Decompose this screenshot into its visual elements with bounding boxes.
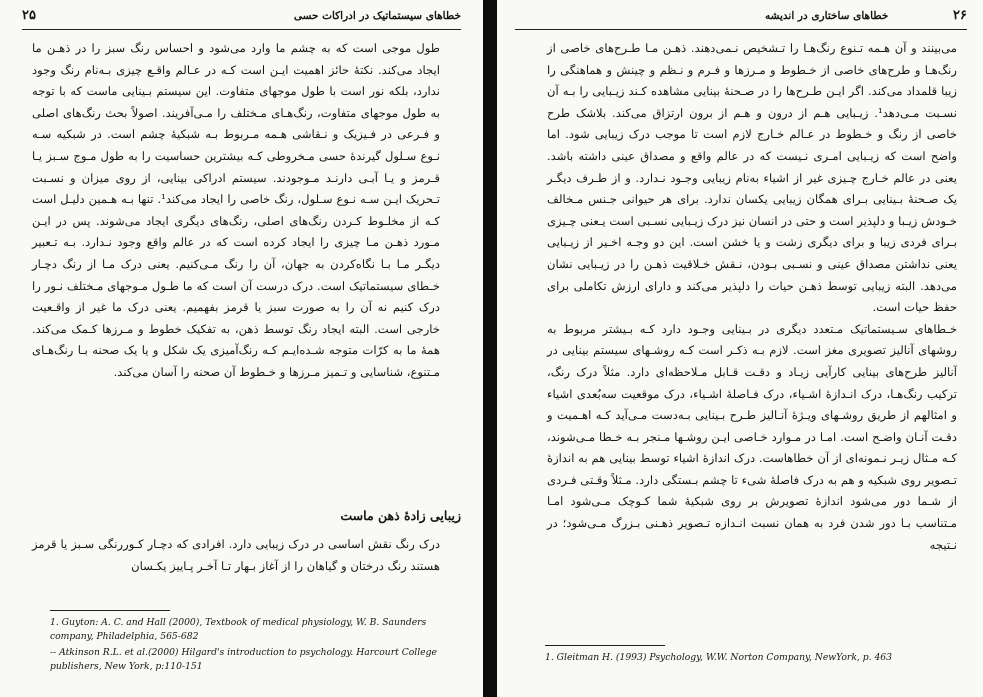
right-page: [497, 0, 983, 697]
book-gutter: [483, 0, 497, 697]
right-page-header: [515, 8, 967, 28]
left-page-section-body: [32, 534, 440, 577]
section-heading: زیبایی زادهٔ ذهن ماست: [340, 508, 461, 523]
left-page-number: ۲۵: [22, 8, 36, 23]
left-page-header: [22, 8, 461, 28]
left-paragraph-1: طول موجی است که به چشم ما وارد می‌شود و احساس رنگ سبز را در ذهـن ما ایجاد می‌کند. نکتهٔ حائز اهمیت ایـن است کـه در عـالم واقـع چیزی بـه‌نام رنگ وجود ندارد، بلکه نور است با طول موجهای متفاوت. این سیستم بـینایی ماست که با توجه به طول موجهای متفاوت، رنگ‌هـای مـختلف را مـی‌آفریند. اصولاً بحث رنگ‌های اصلی و فـرعی در فـیزیک و نـقاشی هـمه مـربوط بـه شبکیهٔ چشم است. در شبکیه سـه نـوع سـلول گیرندهٔ حسی مـخروطی کـه بیشترین حساسیت را به طول مـوج سـبز یـا قـرمز و یـا آبـی دارنـد مـوجودند. سیستم ادراکی بینایی، از روی میزان و نسـبت تـحریک ایـن سـه نـوع سـلول، رنگ خاصی را ایجاد می‌کند¹. تنها بـه هـمین دلیـل است کـه از مخلـوط کـردن رنگ‌های اصلی، رنگ‌های دیگری ایجاد می‌شوند. پس در ایـن مـورد ذهـن مـا چیزی را ایجاد کرده است که در عالم واقع وجود نـدارد. بـه تـعبیر دیگـر مـا بـا نگاه‌کردن به جهان، آن را رنگ مـی‌کنیم. یعنی درک مـا از رنگ دچـار خـطای سیستماتیک است. درک درست آن است که ما طـول مـوجهای مـختلف نـور را درک کنیم نه آن را به صورت سبز یا قرمز بفهمیم. یعنی درک ما غیر از واقـعیت خارجی است. البته ایجاد رنگ توسط ذهن، به تفکیک خطوط و مـرزها کـمک می‌کند. همهٔ ما به کرّات متوجه شـده‌ایـم کـه رنگ‌آمیزی یک شکل و یا یک صحنه بـا رنگ‌هـای مـتنوع، شناسایی و تـمیز مـرزها و خـطوط آن صحنه را آسان می‌کند.: [32, 41, 441, 379]
left-footnotes: [50, 616, 450, 676]
left-header-rule: [22, 29, 461, 30]
left-page-running-title: خطاهای سیستماتیک در ادراکات حسی: [293, 10, 461, 22]
left-footnote-rule: [50, 610, 170, 611]
left-page-body: [32, 38, 440, 384]
left-page: [0, 0, 483, 697]
right-paragraph-1: می‌بینند و آن هـمه تـنوع رنگ‌هـا را تـشخیص نـمی‌دهند. ذهـن مـا طـرح‌های خاصی از رنگ‌هـا و طرح‌های خاصی از خـطوط و مـرزها و فـرم و نـظم و چینش و هماهنگی را زیبا قلمداد می‌کند. اگر ایـن طـرح‌ها را در صـحنهٔ بینایی مشاهده کـند زیـبایی را بـه آن نسـبت مـی‌دهد¹. زیـبایی هـم از درون و هـم از برون ارتزاق می‌کند. بلاشک طرح خاصی از رنگ و خـطوط در عـالم خـارج لازم است تا موجب درک زیبایی شود. اما واضح است که زیـبایی امـری نـیست که در عالم واقع و مصداق عینی داشته باشد. یعنی در عالم خـارج چـیزی غیر از اشیاء به‌نام زیبایی وجـود نـدارد. و از طـرف دیگـر یک صـحنهٔ بـینایی بـرای همگان زیبایی یکسان ندارد. برای هر حیوانی جـنس مـخالف خـودش زیـبا و دلپذیر است و حتی در انسان نیز درک زیـبایی نسـبی است یـعنی چـیزی بـرای فردی زیبا و برای دیگری زشت و یا خشن است. این دو وجـه اخـیر از زیـبایی یعنی نداشتن مصداق عینی و نسـبی بـودن، نـقش خـلاقیت ذهـن را در زیـبایی نشان می‌دهد. البته زیبایی توسط ذهـن حیات را دلپذیر می‌کند و دارای ارزش تکاملی برای حفظ حیات است.: [547, 41, 957, 315]
right-header-rule: [515, 29, 967, 30]
left-footnote-2: -- Atkinson R.L. et al.(2000) Hilgard's introduction to psychology. Harcourt College publishers, New York, p:110-151: [50, 646, 437, 673]
right-page-running-title: خطاهای ساختاری در اندیشه: [765, 10, 889, 22]
right-page-number: ۲۶: [953, 8, 967, 23]
left-footnote-1: 1. Guyton: A. C. and Hall (2000), Textbook of medical physiology, W. B. Saunders company, Philadelphia, 565-682: [50, 617, 427, 643]
right-footnote-1: 1. Gleitman H. (1993) Psychology, W.W. Norton Company, NewYork, p. 463: [545, 652, 892, 663]
right-page-body: [547, 38, 957, 556]
right-footnotes: [545, 651, 965, 666]
right-paragraph-2: خـطاهای سـیستماتیک مـتعدد دیگری در بـینایی وجـود دارد کـه بـیشتر مربوط به روشهای آنالیز تصویری مغز است. لازم بـه ذکـر است کـه روشـهای سیستم بینایی در آنالیز طرح‌های بینایی کارآیی زیـاد و دقـت قـابل مـلاحظه‌ای دارد. مثلاً درک رنگ، ترکیب رنگ‌هـا، درک انـدازهٔ اشـیاء، درک فـاصلهٔ اشـیاء، درک موقعیت سه‌بُعدی اشیاء و امثالهم از طریق روشـهای ویـژهٔ آنـالیز طـرح بـینایی بـه‌دست مـی‌آید کـه اهـمیت و دقـت آنـان واضـح است. امـا در مـوارد خـاصی ایـن روشـها مـنجر بـه خـطا مـی‌شوند، کـه مـثال زیـر نـمونه‌ای از آن خطاهاست. درک اندازهٔ اشیاء توسط بینایی هم به اندازهٔ تـصویر روی شبکیه و هم به درک فاصلهٔ شیء تا چشم بـستگی دارد. مـثلاً وقـتی فـردی از شـما دور می‌شود اندازهٔ تصویرش بر روی شبکیهٔ شما کـوچک مـی‌شود امـا مـتناسب بـا دور شدن فرد به همان نسبت انـدازه تـصویر ذهـنی بـزرگ مـی‌شود؛ در نـتیجه: [547, 321, 958, 552]
left-section-paragraph: درک رنگ نقش اساسی در درک زیبایی دارد. افرادی که دچـار کـوررنگی سـبز یا قرمز هستند رنگ درختان و گیاهان را از آغاز بـهار تـا آخـر پـاییز یکـسان: [32, 537, 440, 573]
right-footnote-rule: [545, 645, 665, 646]
